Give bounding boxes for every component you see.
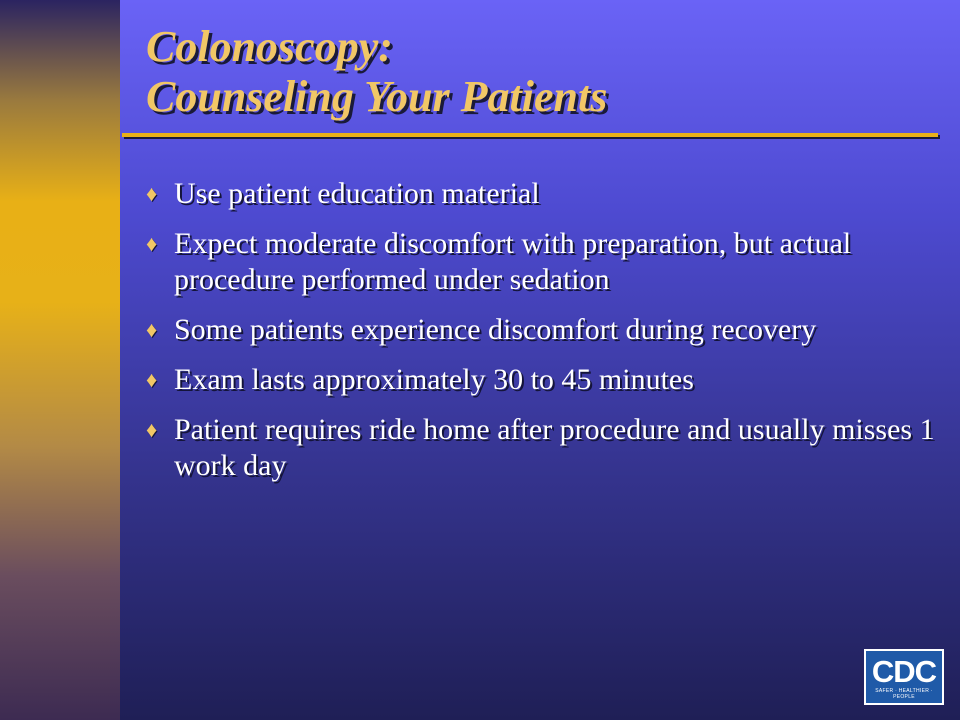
bullet-list bbox=[146, 176, 936, 498]
bullet-item bbox=[146, 412, 936, 484]
bullet-text: Use patient education material bbox=[174, 177, 540, 210]
bullet-text: Some patients experience discomfort during recovery bbox=[174, 313, 817, 346]
diamond-bullet-icon: ♦ bbox=[146, 181, 158, 206]
bullet-text: Expect moderate discomfort with preparation, but actual procedure performed under sedation bbox=[174, 227, 852, 296]
slide-title-line-1: Colonoscopy: bbox=[146, 22, 393, 71]
cdc-logo-letters: CDC bbox=[871, 654, 937, 689]
diamond-bullet-icon: ♦ bbox=[146, 417, 158, 442]
bullet-text: Exam lasts approximately 30 to 45 minutes bbox=[174, 363, 694, 396]
slide-title-line-2: Counseling Your Patients bbox=[146, 72, 608, 121]
title-underline-rule bbox=[122, 133, 938, 137]
cdc-logo bbox=[864, 649, 944, 705]
diamond-bullet-icon: ♦ bbox=[146, 317, 158, 342]
bullet-item bbox=[146, 226, 936, 298]
bullet-item bbox=[146, 176, 936, 212]
diamond-bullet-icon: ♦ bbox=[146, 367, 158, 392]
cdc-logo-badge bbox=[866, 651, 942, 703]
bullet-item bbox=[146, 362, 936, 398]
left-gradient-bar bbox=[0, 0, 120, 720]
bullet-item bbox=[146, 312, 936, 348]
diamond-bullet-icon: ♦ bbox=[146, 231, 158, 256]
slide-title bbox=[146, 22, 607, 122]
cdc-logo-tagline: SAFER · HEALTHIER · PEOPLE bbox=[875, 688, 933, 700]
bullet-text: Patient requires ride home after procedure and usually misses 1 work day bbox=[174, 413, 935, 482]
